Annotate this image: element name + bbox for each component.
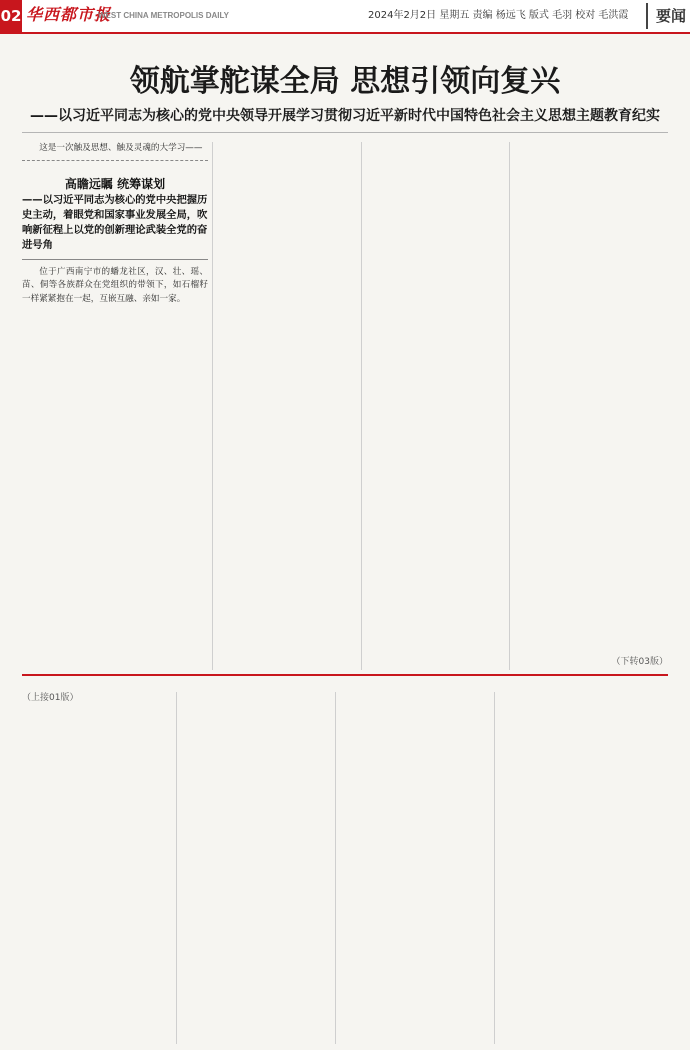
section-heading-box (22, 171, 208, 260)
column-divider (176, 692, 177, 1044)
article-column-2 (218, 142, 356, 670)
intro-column (22, 142, 208, 670)
lower-column-2 (181, 692, 331, 1044)
sub-headline: ——以习近平同志为核心的党中央领导开展学习贯彻习近平新时代中国特色社会主义思想主题教育纪实 (30, 108, 660, 124)
paper-logo: 华西都市报 (26, 5, 112, 24)
intro-paragraph: 这是一次触及思想、触及灵魂的大学习—— (39, 143, 203, 153)
section-body (22, 266, 208, 307)
section-name: 要闻 (646, 3, 686, 29)
section-subtitle: ——以习近平同志为核心的党中央把握历史主动，着眼党和国家事业发展全局，吹响新征程上以党的创新理论武装全党的奋进号角 (22, 193, 208, 251)
main-headline: 领航掌舵谋全局 思想引领向复兴 (129, 64, 561, 99)
lower-column-4 (499, 692, 668, 1044)
column-divider (212, 142, 213, 670)
section-divider (22, 674, 668, 676)
masthead (0, 0, 690, 34)
column-divider (361, 142, 362, 670)
column-divider (335, 692, 336, 1044)
lower-column-1 (22, 692, 172, 1044)
continued-note: （下转03版） (611, 657, 668, 667)
continued-from-note: （上接01版） (22, 693, 79, 703)
article-column-4 (514, 142, 668, 670)
column-divider (494, 692, 495, 1044)
intro-text (22, 142, 208, 161)
column-divider (509, 142, 510, 670)
section-title: 高瞻远瞩 统筹谋划 (64, 176, 166, 191)
dateline: 2024年2月2日 星期五 责编 杨远飞 版式 毛羽 校对 毛洪霞 (368, 10, 629, 21)
page-number: 02 (0, 0, 22, 32)
lower-column-3 (340, 692, 490, 1044)
paper-logo-en: WEST CHINA METROPOLIS DAILY (98, 11, 229, 20)
article-column-3 (366, 142, 504, 670)
body-paragraph: 位于广西南宁市的蟠龙社区，汉、壮、瑶、苗、侗等各族群众在党组织的带领下，如石榴籽一样紧紧抱在一起，互嵌互融、亲如一家。 (22, 266, 208, 304)
divider (22, 132, 668, 133)
